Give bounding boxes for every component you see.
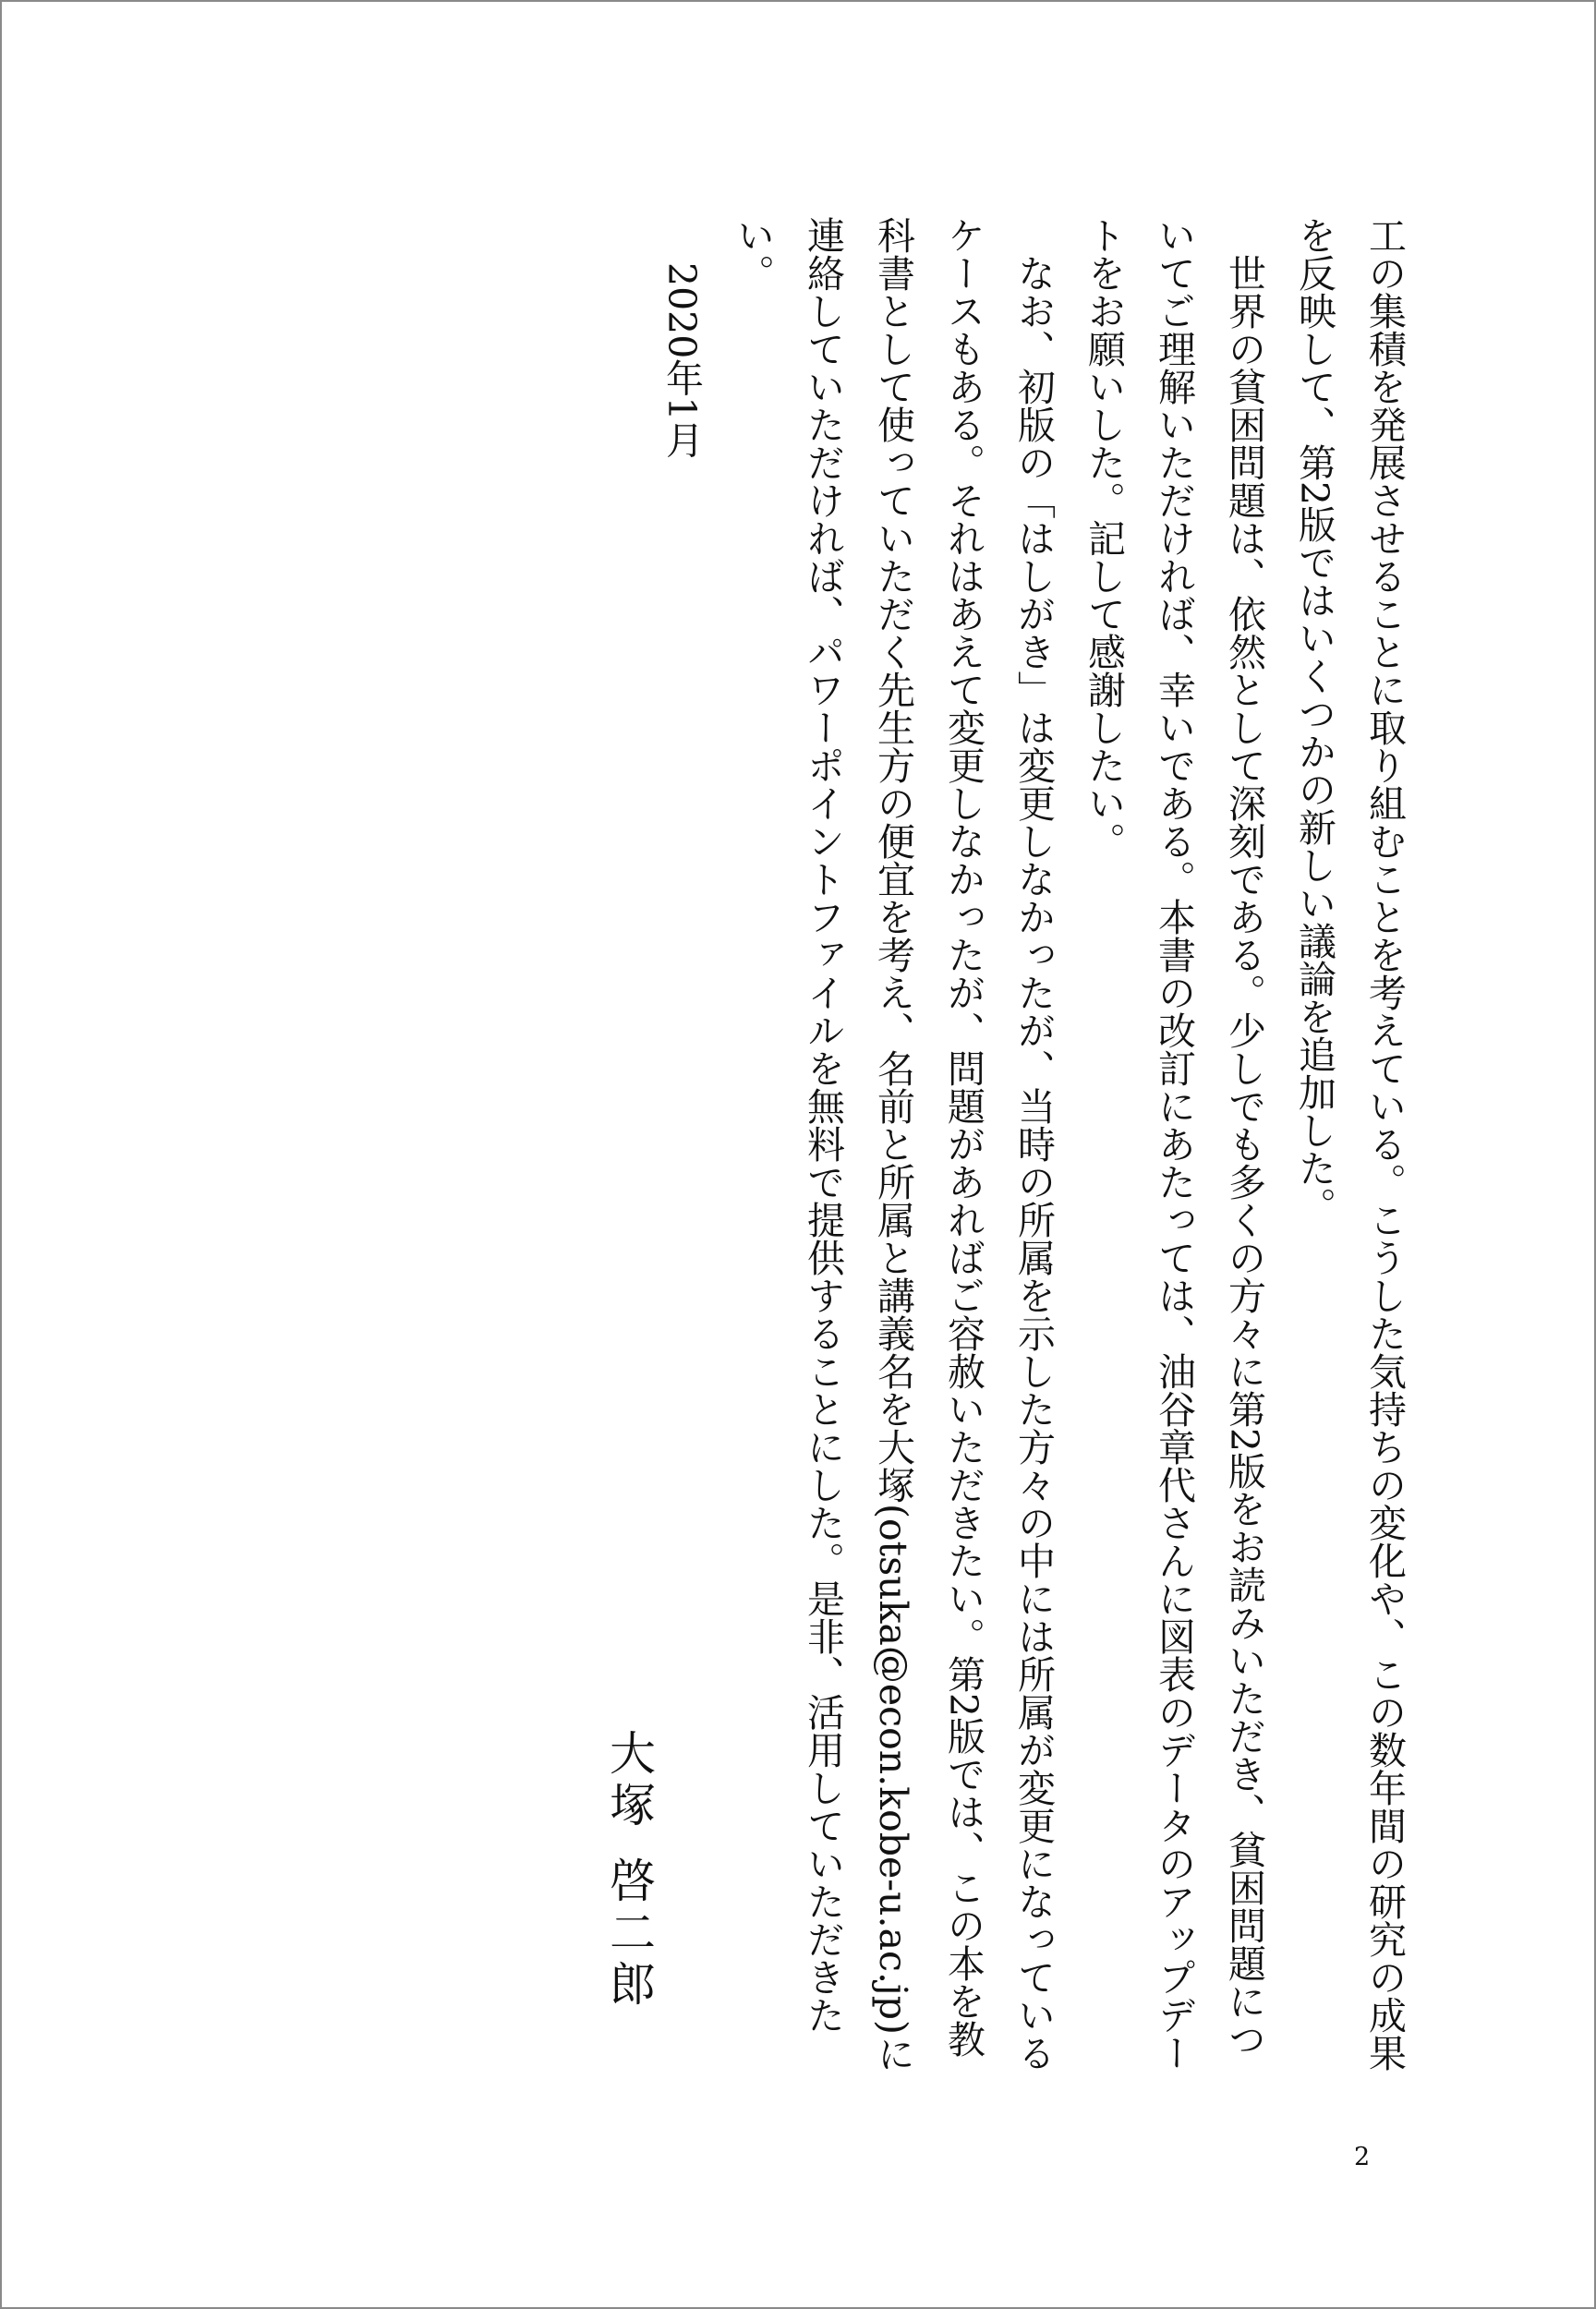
body-text <box>718 216 1420 2073</box>
author-signature <box>599 1729 659 2012</box>
paragraph-affiliation-note: なお、初版の「はしがき」は変更しなかったが、当時の所属を示した方々の中には所属が変更になっているケースもある。それはあえて変更しなかったが、問題があればご容赦いただきたい。第2版では、この本を教科書として使っていただく先生方の便宜を考え、名前と所属と講義名を大塚(otsuka@econ.kobe-u.ac.jp)に連絡していただければ、パワーポイントファイルを無料で提供することにした。是非、活用していただきたい。 <box>731 216 1056 2073</box>
page-number: 2 <box>1354 2143 1371 2171</box>
paragraph-continued: 工の集積を発展させることに取り組むことを考えている。こうした気持ちの変化や、この数年間の研究の成果を反映して、第2版ではいくつかの新しい議論を追加した。 <box>1292 216 1407 2072</box>
name-spacer <box>629 1832 630 1856</box>
date-line: 2020年1月 <box>659 262 704 459</box>
author-given-name: 啓二郎 <box>602 1856 656 2012</box>
author-family-name: 大塚 <box>602 1729 656 1832</box>
paragraph-poverty-thanks: 世界の貧困問題は、依然として深刻である。少しでも多くの方々に第2版をお読みいただき、貧困問題についてご理解いただければ、幸いである。本書の改訂にあたっては、油谷章代さんに図表のデータのアップデートをお願いした。記して感謝したい。 <box>1082 216 1266 2072</box>
